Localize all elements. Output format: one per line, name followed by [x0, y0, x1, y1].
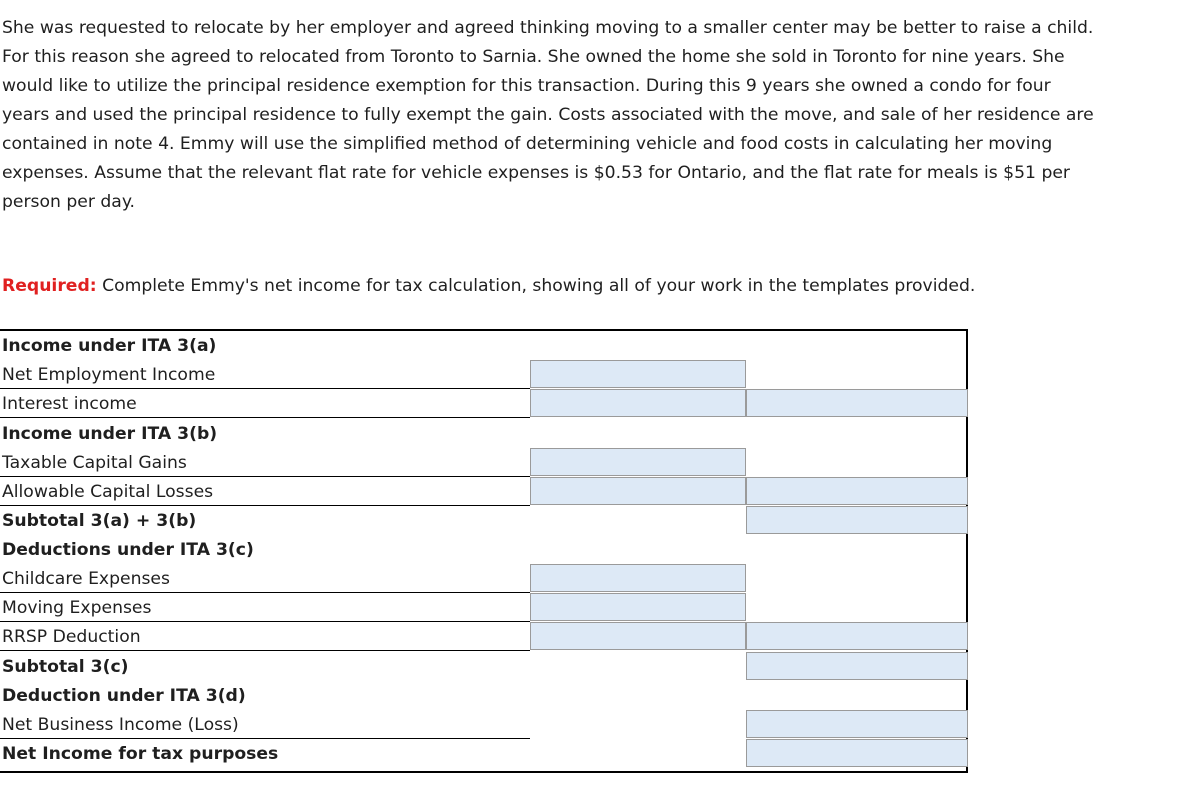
amount-input-cell[interactable] [530, 477, 746, 505]
total-input-cell[interactable] [746, 389, 968, 417]
template-row [0, 564, 966, 593]
row-label: Deduction under ITA 3(d) [2, 686, 246, 706]
row-label: Net Business Income (Loss) [2, 715, 239, 735]
template-row [0, 506, 966, 535]
row-label: Interest income [2, 394, 137, 414]
amount-input-cell[interactable] [530, 448, 746, 476]
row-label: RRSP Deduction [2, 627, 141, 647]
required-instruction [2, 272, 975, 301]
template-row [0, 419, 966, 448]
row-label: Allowable Capital Losses [2, 482, 214, 502]
template-row [0, 739, 966, 768]
total-input-cell[interactable] [746, 622, 968, 650]
amount-input-cell[interactable] [530, 593, 746, 621]
template-row [0, 622, 966, 651]
template-row [0, 710, 966, 739]
description-line: She was requested to relocate by her employer and agreed thinking moving to a smaller center may be better to raise a child. [2, 18, 1094, 38]
row-label: Income under ITA 3(b) [2, 424, 218, 444]
template-row [0, 389, 966, 418]
row-label: Subtotal 3(a) + 3(b) [2, 511, 197, 531]
template-row [0, 652, 966, 681]
amount-input-cell[interactable] [530, 564, 746, 592]
required-text: Complete Emmy's net income for tax calculation, showing all of your work in the templates provided. [96, 276, 976, 296]
amount-input-cell[interactable] [530, 622, 746, 650]
description-line: years and used the principal residence to fully exempt the gain. Costs associated with the move, and sale of her residence are [2, 105, 1094, 125]
total-input-cell[interactable] [746, 477, 968, 505]
row-underline [0, 650, 530, 651]
description-line: person per day. [2, 192, 136, 212]
template-row [0, 448, 966, 477]
row-underline [0, 417, 530, 418]
description-line: would like to utilize the principal residence exemption for this transaction. During this 9 years she owned a condo for four [2, 76, 1051, 96]
row-label: Taxable Capital Gains [2, 453, 187, 473]
row-label: Moving Expenses [2, 598, 152, 618]
required-label: Required: [2, 276, 97, 296]
template-row [0, 360, 966, 389]
row-label: Deductions under ITA 3(c) [2, 540, 254, 560]
row-label: Net Employment Income [2, 365, 216, 385]
template-row [0, 681, 966, 710]
total-input-cell[interactable] [746, 739, 968, 767]
total-input-cell[interactable] [746, 506, 968, 534]
amount-input-cell[interactable] [530, 389, 746, 417]
total-input-cell[interactable] [746, 710, 968, 738]
row-label: Childcare Expenses [2, 569, 170, 589]
template-row [0, 477, 966, 506]
amount-input-cell[interactable] [530, 360, 746, 388]
description-line: contained in note 4. Emmy will use the simplified method of determining vehicle and food costs in calculating her moving [2, 134, 1053, 154]
net-income-template [0, 329, 968, 771]
total-input-cell[interactable] [746, 652, 968, 680]
problem-description [2, 14, 1182, 217]
template-row [0, 535, 966, 564]
row-label: Income under ITA 3(a) [2, 336, 217, 356]
description-line: For this reason she agreed to relocated from Toronto to Sarnia. She owned the home she sold in Toronto for nine years. She [2, 47, 1065, 67]
row-label: Subtotal 3(c) [2, 657, 129, 677]
row-label: Net Income for tax purposes [2, 744, 279, 764]
template-row [0, 593, 966, 622]
description-line: expenses. Assume that the relevant flat rate for vehicle expenses is $0.53 for Ontario, and the flat rate for meals is $51 per [2, 163, 1070, 183]
template-row [0, 331, 966, 360]
